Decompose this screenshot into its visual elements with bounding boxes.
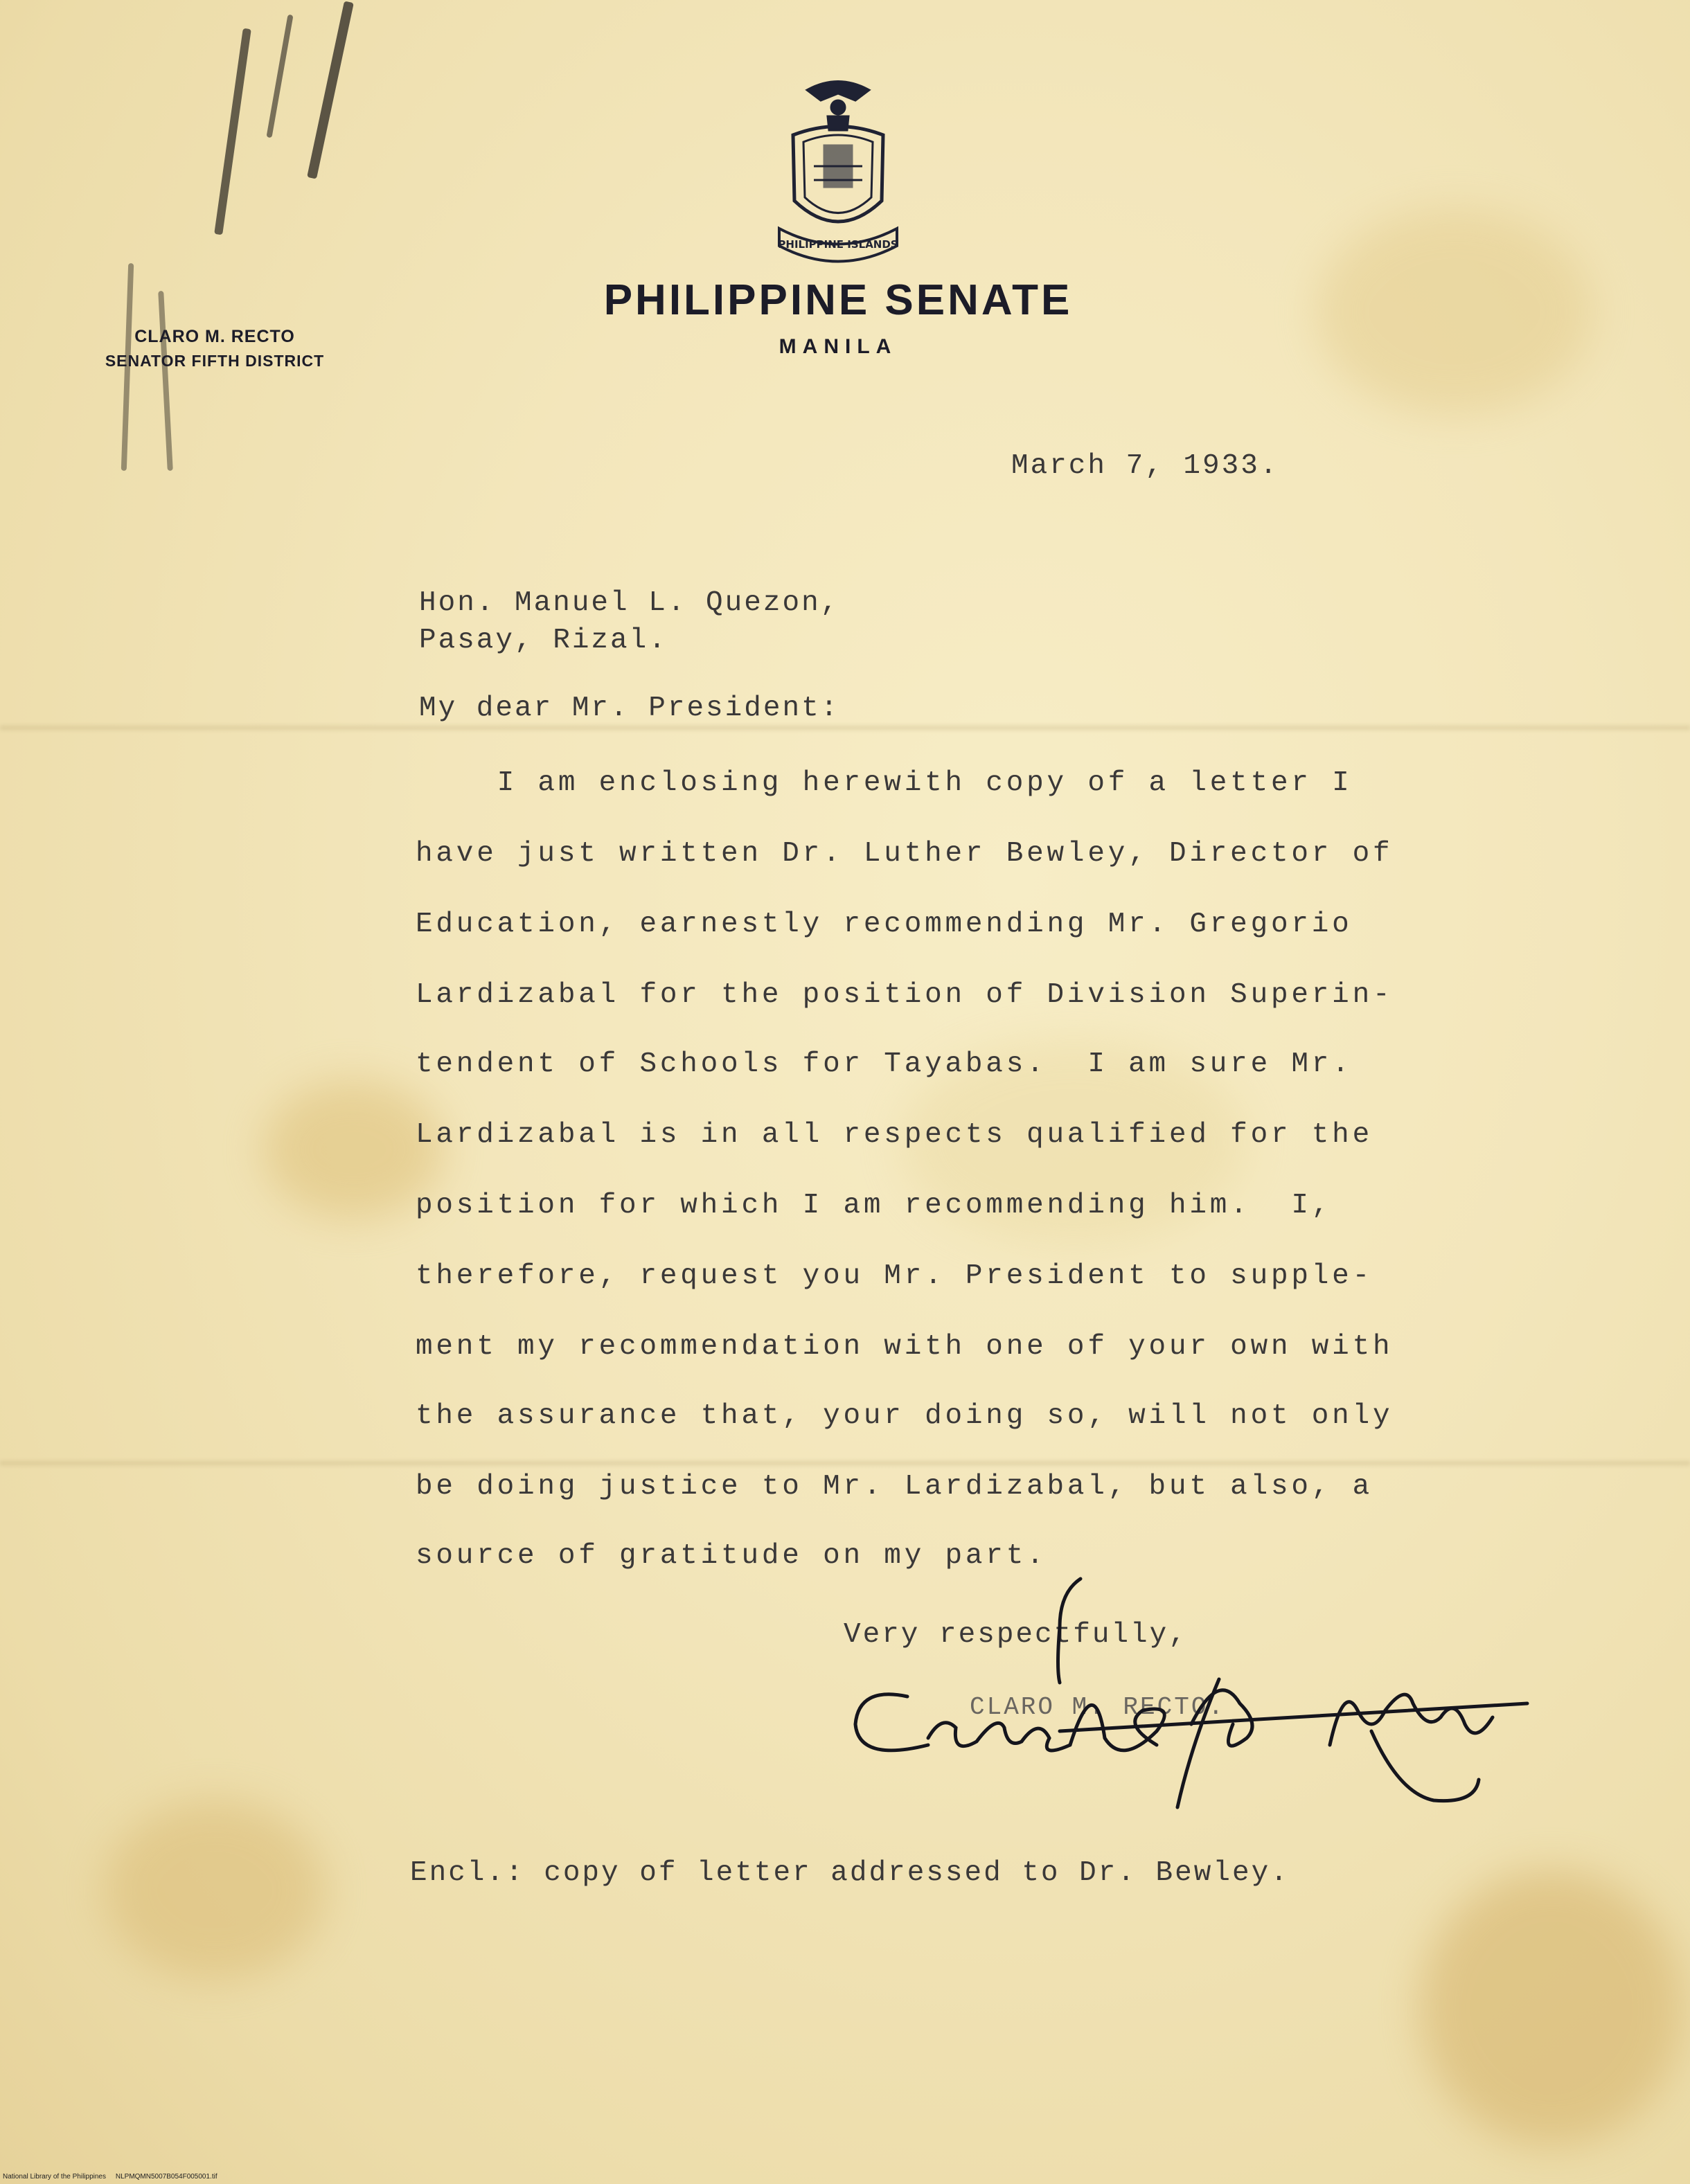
body-line: Lardizabal is in all respects qualified for the xyxy=(416,1119,1373,1151)
body-line: source of gratitude on my part. xyxy=(416,1540,1047,1572)
paper-stain xyxy=(1420,1870,1683,2147)
recipient-address: Pasay, Rizal. xyxy=(419,625,668,656)
body-line: I am enclosing herewith copy of a letter I xyxy=(416,767,1353,799)
body-line: the assurance that, your doing so, will not only xyxy=(416,1400,1394,1432)
body-line: tendent of Schools for Tayabas. I am sure Mr. xyxy=(416,1048,1353,1080)
body-line: Education, earnestly recommending Mr. Gregorio xyxy=(416,908,1353,940)
institution-city: MANILA xyxy=(779,335,898,358)
institution-name: PHILIPPINE SENATE xyxy=(603,276,1073,324)
handwritten-signature xyxy=(831,1565,1558,1828)
ink-mark xyxy=(158,291,173,471)
enclosure-note: Encl.: copy of letter addressed to Dr. Bewley. xyxy=(410,1857,1290,1889)
paper-fold xyxy=(0,1461,1690,1465)
archive-footer: National Library of the Philippines NLPMQMN5007B054F005001.tif xyxy=(3,2173,217,2181)
senate-seal-icon xyxy=(765,69,911,270)
letter-date: March 7, 1933. xyxy=(1011,450,1279,482)
salutation: My dear Mr. President: xyxy=(419,692,840,724)
paper-stain xyxy=(1316,208,1593,415)
ink-mark xyxy=(307,1,354,179)
paper-fold xyxy=(0,726,1690,730)
body-line: position for which I am recommending him. I, xyxy=(416,1190,1333,1221)
body-line: ment my recommendation with one of your own with xyxy=(416,1331,1394,1363)
sender-title: SENATOR FIFTH DISTRICT xyxy=(105,352,325,370)
body-line: have just written Dr. Luther Bewley, Director of xyxy=(416,838,1394,870)
typed-signatory-name: CLARO M. RECTO. xyxy=(970,1693,1226,1721)
sender-name: CLARO M. RECTO xyxy=(134,327,295,346)
ink-mark xyxy=(266,15,293,138)
recipient-name: Hon. Manuel L. Quezon, xyxy=(419,587,840,619)
body-line: be doing justice to Mr. Lardizabal, but also, a xyxy=(416,1471,1373,1503)
body-line: therefore, request you Mr. President to supple- xyxy=(416,1260,1373,1292)
seal-ribbon-text: PHILIPPINE ISLANDS xyxy=(778,238,898,251)
paper-stain xyxy=(104,1800,326,1980)
ink-mark xyxy=(214,28,251,235)
closing: Very respectfully, xyxy=(844,1619,1188,1651)
body-line: Lardizabal for the position of Division Superin- xyxy=(416,979,1394,1011)
